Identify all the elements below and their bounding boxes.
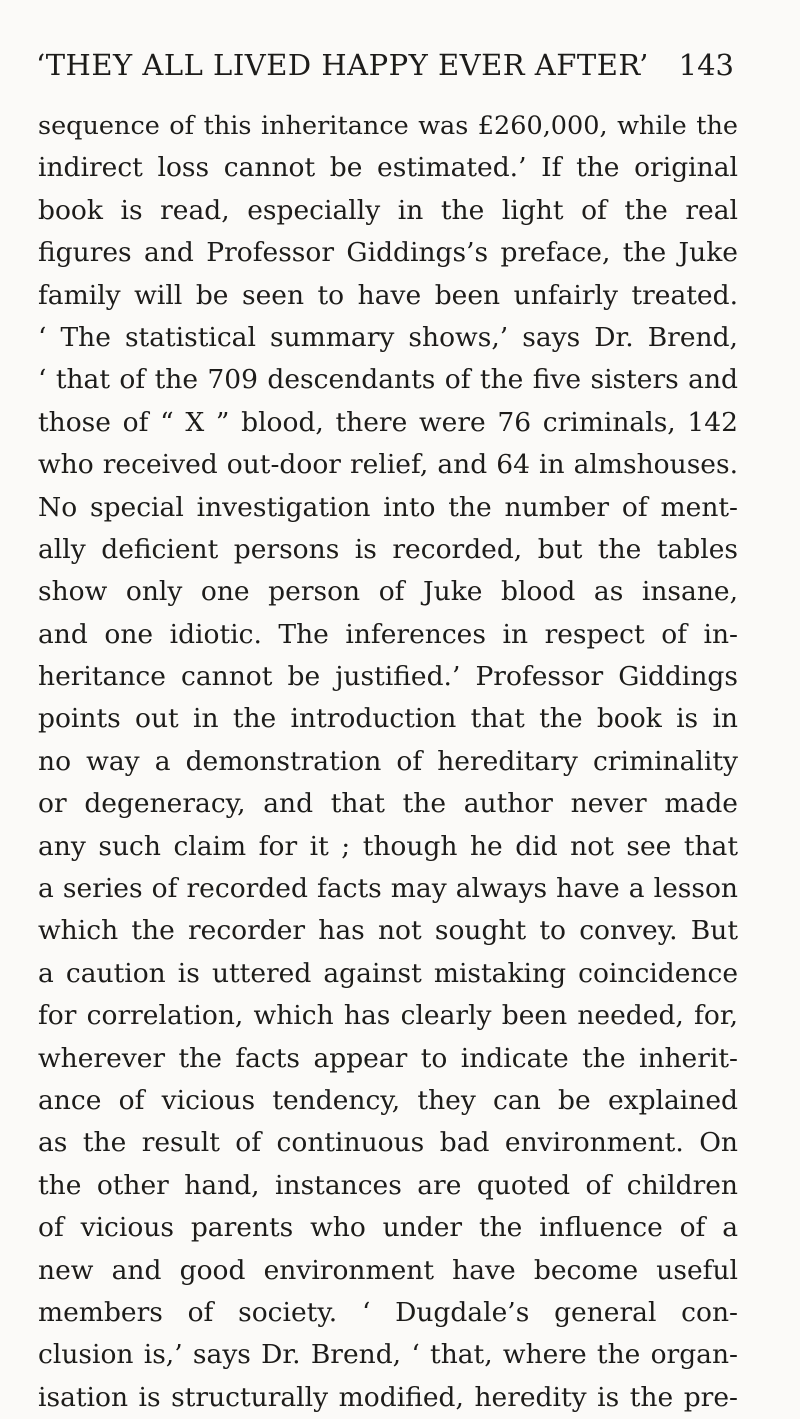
text-line: family will be seen to have been unfairly treated.	[38, 279, 738, 311]
text-line: which the recorder has not sought to convey. But	[38, 915, 738, 947]
text-line: heritance cannot be justified.’ Professor Giddings	[38, 661, 738, 693]
text-line: new and good environment have become useful	[38, 1254, 738, 1286]
text-line: and one idiotic. The inferences in respect of in-	[38, 618, 738, 650]
text-line: or degeneracy, and that the author never made	[38, 788, 738, 820]
body-text	[38, 105, 738, 1419]
text-line: no way a demonstration of hereditary criminality	[38, 745, 738, 777]
text-line: isation is structurally modified, heredity is the pre-	[38, 1381, 738, 1413]
text-line: ance of vicious tendency, they can be explained	[38, 1084, 738, 1116]
text-line: ally deficient persons is recorded, but the tables	[38, 533, 738, 565]
running-head	[36, 48, 734, 88]
text-line: ‘ The statistical summary shows,’ says Dr. Brend,	[38, 321, 738, 353]
text-line: clusion is,’ says Dr. Brend, ‘ that, where the organ-	[38, 1339, 738, 1371]
text-line: ‘ that of the 709 descendants of the five sisters and	[38, 364, 738, 396]
page-number: 143	[678, 48, 734, 82]
text-line: any such claim for it ; though he did not see that	[38, 830, 738, 862]
running-title: ‘THEY ALL LIVED HAPPY EVER AFTER’	[36, 48, 649, 82]
text-line: a caution is uttered against mistaking coincidence	[38, 957, 738, 989]
text-line: a series of recorded facts may always have a lesson	[38, 873, 738, 905]
text-line: indirect loss cannot be estimated.’ If the original	[38, 152, 738, 184]
text-line: No special investigation into the number of ment-	[38, 491, 738, 523]
text-line: show only one person of Juke blood as insane,	[38, 576, 738, 608]
text-line: the other hand, instances are quoted of children	[38, 1169, 738, 1201]
text-line: figures and Professor Giddings’s preface, the Juke	[38, 237, 738, 269]
text-line: points out in the introduction that the book is in	[38, 703, 738, 735]
text-line: those of “ X ” blood, there were 76 criminals, 142	[38, 406, 738, 438]
text-line: of vicious parents who under the influence of a	[38, 1212, 738, 1244]
text-line: sequence of this inheritance was £260,000, while the	[38, 111, 738, 141]
text-line: book is read, especially in the light of the real	[38, 194, 738, 226]
text-line: wherever the facts appear to indicate the inherit-	[38, 1042, 738, 1074]
text-line: for correlation, which has clearly been needed, for,	[38, 1000, 738, 1032]
text-line: as the result of continuous bad environment. On	[38, 1127, 738, 1159]
text-line: who received out-door relief, and 64 in almshouses.	[38, 449, 738, 481]
text-line: members of society. ‘ Dugdale’s general con-	[38, 1296, 738, 1328]
